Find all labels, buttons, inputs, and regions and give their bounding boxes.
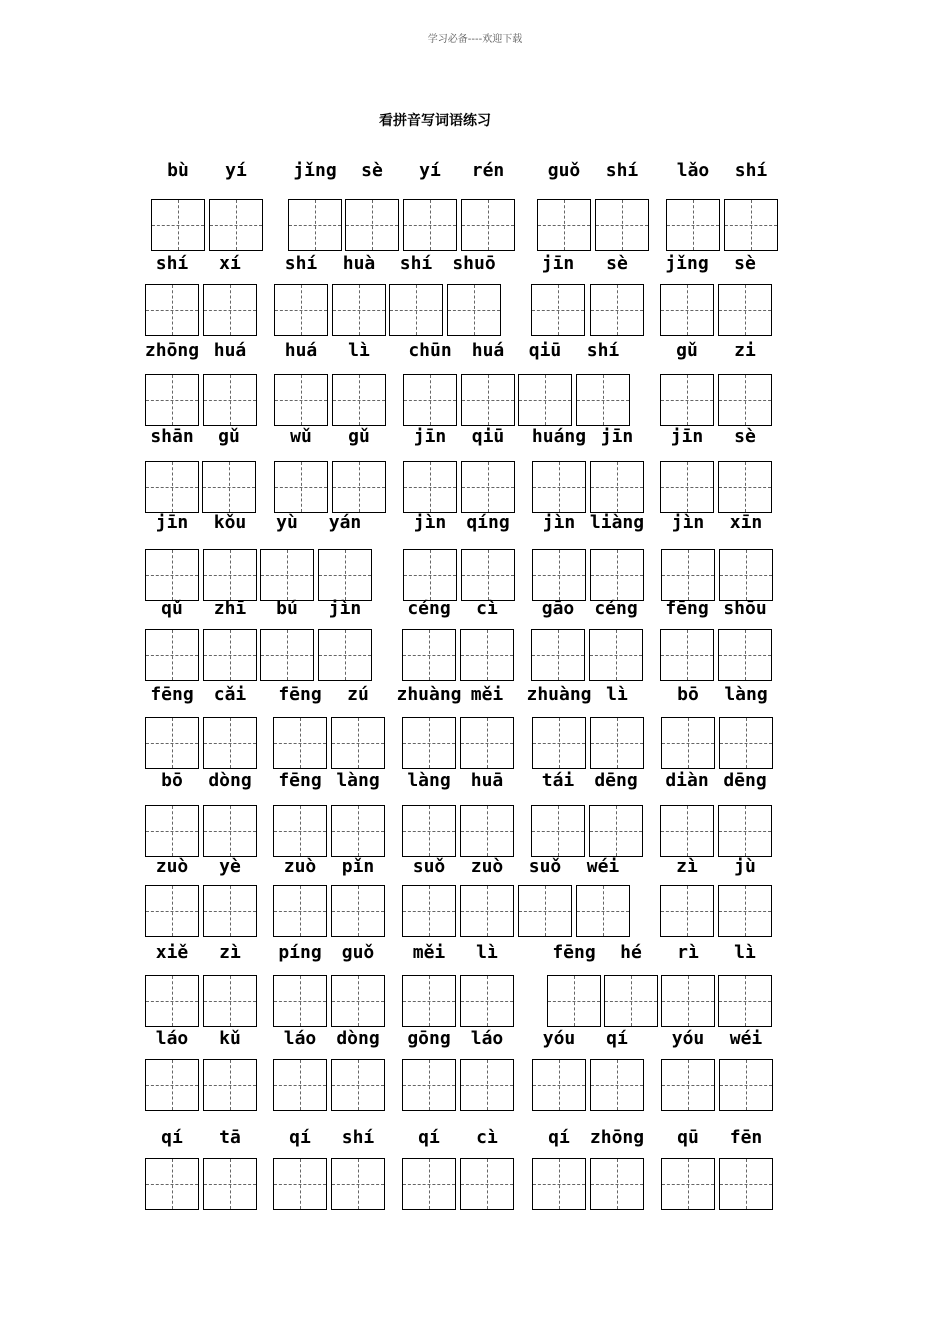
character-writing-box[interactable] [332, 284, 386, 336]
character-writing-box[interactable] [660, 805, 714, 857]
character-writing-box[interactable] [460, 629, 514, 681]
character-writing-box[interactable] [260, 629, 314, 681]
pinyin-syllable: sè [606, 253, 628, 274]
pinyin-syllable: jìn [328, 598, 362, 619]
pinyin-syllable: fēng [278, 684, 322, 705]
pinyin-syllable: diàn [665, 770, 709, 791]
character-writing-box[interactable] [460, 805, 514, 857]
character-writing-box[interactable] [403, 549, 457, 601]
character-writing-box[interactable] [203, 885, 257, 937]
pinyin-syllable: yán [328, 512, 362, 533]
character-writing-box[interactable] [331, 885, 385, 937]
character-writing-box[interactable] [576, 374, 630, 426]
character-writing-box[interactable] [402, 717, 456, 769]
pinyin-syllable: huá [213, 340, 247, 361]
pinyin-syllable: wéi [729, 1028, 763, 1049]
pinyin-syllable: dòng [336, 1028, 380, 1049]
character-writing-box[interactable] [531, 629, 585, 681]
pinyin-syllable: bù [167, 160, 189, 181]
character-writing-box[interactable] [145, 549, 199, 601]
pinyin-syllable: qí [548, 1127, 570, 1148]
character-writing-box[interactable] [274, 461, 328, 513]
character-writing-box[interactable] [660, 885, 714, 937]
pinyin-syllable: huá [284, 340, 318, 361]
pinyin-syllable: jìn [542, 512, 576, 533]
pinyin-syllable: yè [219, 856, 241, 877]
character-writing-box[interactable] [719, 717, 773, 769]
pinyin-syllable: huà [342, 253, 376, 274]
pinyin-syllable: bú [276, 598, 298, 619]
pinyin-syllable: làng [407, 770, 451, 791]
character-writing-box[interactable] [589, 805, 643, 857]
character-writing-box[interactable] [145, 1059, 199, 1111]
pinyin-syllable: làng [724, 684, 768, 705]
character-writing-box[interactable] [274, 284, 328, 336]
pinyin-syllable: fēng [665, 598, 709, 619]
character-writing-box[interactable] [273, 1059, 327, 1111]
character-writing-box[interactable] [331, 975, 385, 1027]
character-writing-box[interactable] [718, 885, 772, 937]
character-writing-box[interactable] [660, 461, 714, 513]
pinyin-syllable: huā [470, 770, 504, 791]
character-writing-box[interactable] [145, 805, 199, 857]
pinyin-syllable: zuò [283, 856, 317, 877]
pinyin-syllable: lì [606, 684, 628, 705]
pinyin-syllable: shān [150, 426, 194, 447]
pinyin-syllable: shí [605, 160, 639, 181]
character-writing-box[interactable] [660, 284, 714, 336]
character-writing-box[interactable] [151, 199, 205, 251]
character-writing-box[interactable] [447, 284, 501, 336]
pinyin-syllable: lǎo [676, 160, 710, 181]
pinyin-syllable: gōng [407, 1028, 451, 1049]
pinyin-syllable: jīn [541, 253, 575, 274]
pinyin-syllable: qiū [471, 426, 505, 447]
pinyin-syllable: zì [219, 942, 241, 963]
pinyin-syllable: yí [225, 160, 247, 181]
character-writing-box[interactable] [145, 461, 199, 513]
pinyin-syllable: měi [470, 684, 504, 705]
character-writing-box[interactable] [718, 374, 772, 426]
pinyin-syllable: láo [155, 1028, 189, 1049]
pinyin-syllable: měi [412, 942, 446, 963]
pinyin-syllable: shí [155, 253, 189, 274]
pinyin-syllable: jìn [671, 512, 705, 533]
pinyin-syllable: lì [348, 340, 370, 361]
character-writing-box[interactable] [532, 461, 586, 513]
pinyin-syllable: fēng [278, 770, 322, 791]
pinyin-syllable: huá [471, 340, 505, 361]
character-writing-box[interactable] [461, 461, 515, 513]
pinyin-syllable: bō [677, 684, 699, 705]
pinyin-syllable: qǔ [161, 598, 183, 619]
character-writing-box[interactable] [273, 885, 327, 937]
character-writing-box[interactable] [331, 1158, 385, 1210]
pinyin-syllable: zhōng [144, 340, 200, 361]
pinyin-syllable: céng [407, 598, 451, 619]
character-writing-box[interactable] [724, 199, 778, 251]
character-writing-box[interactable] [203, 975, 257, 1027]
pinyin-syllable: wéi [586, 856, 620, 877]
character-writing-box[interactable] [718, 461, 772, 513]
pinyin-syllable: sè [734, 426, 756, 447]
character-writing-box[interactable] [589, 629, 643, 681]
pinyin-syllable: gǔ [218, 426, 240, 447]
character-writing-box[interactable] [590, 1158, 644, 1210]
pinyin-syllable: xiě [155, 942, 189, 963]
character-writing-box[interactable] [145, 1158, 199, 1210]
character-writing-box[interactable] [145, 717, 199, 769]
pinyin-syllable: shuō [452, 253, 496, 274]
pinyin-syllable: suǒ [412, 856, 446, 877]
character-writing-box[interactable] [288, 199, 342, 251]
pinyin-syllable: rì [677, 942, 699, 963]
pinyin-syllable: láo [283, 1028, 317, 1049]
pinyin-syllable: liàng [589, 512, 645, 533]
character-writing-box[interactable] [345, 199, 399, 251]
pinyin-syllable: jǐng [665, 253, 709, 274]
character-writing-box[interactable] [331, 805, 385, 857]
pinyin-syllable: qíng [466, 512, 510, 533]
pinyin-syllable: dòng [208, 770, 252, 791]
pinyin-syllable: tái [541, 770, 575, 791]
character-writing-box[interactable] [661, 717, 715, 769]
character-writing-box[interactable] [547, 975, 601, 1027]
pinyin-syllable: qí [161, 1127, 183, 1148]
character-writing-box[interactable] [274, 374, 328, 426]
pinyin-syllable: fēng [150, 684, 194, 705]
character-writing-box[interactable] [402, 885, 456, 937]
character-writing-box[interactable] [202, 461, 256, 513]
character-writing-box[interactable] [661, 1158, 715, 1210]
character-writing-box[interactable] [460, 717, 514, 769]
character-writing-box[interactable] [719, 1059, 773, 1111]
character-writing-box[interactable] [145, 374, 199, 426]
pinyin-syllable: cì [476, 598, 498, 619]
pinyin-syllable: tā [219, 1127, 241, 1148]
character-writing-box[interactable] [389, 284, 443, 336]
pinyin-syllable: suǒ [528, 856, 562, 877]
pinyin-syllable: sè [361, 160, 383, 181]
character-writing-box[interactable] [518, 885, 572, 937]
page-title: 看拼音写词语练习 [379, 113, 491, 129]
character-writing-box[interactable] [203, 1059, 257, 1111]
pinyin-syllable: shí [734, 160, 768, 181]
character-writing-box[interactable] [402, 1158, 456, 1210]
pinyin-syllable: yóu [542, 1028, 576, 1049]
pinyin-syllable: zi [734, 340, 756, 361]
pinyin-syllable: gāo [541, 598, 575, 619]
pinyin-syllable: guǒ [547, 160, 581, 181]
character-writing-box[interactable] [145, 975, 199, 1027]
character-writing-box[interactable] [145, 885, 199, 937]
pinyin-syllable: pǐn [341, 856, 375, 877]
character-writing-box[interactable] [531, 805, 585, 857]
character-writing-box[interactable] [402, 629, 456, 681]
pinyin-syllable: céng [594, 598, 638, 619]
pinyin-syllable: xīn [729, 512, 763, 533]
character-writing-box[interactable] [718, 805, 772, 857]
pinyin-syllable: lì [734, 942, 756, 963]
pinyin-syllable: kǒu [213, 512, 247, 533]
character-writing-box[interactable] [595, 199, 649, 251]
character-writing-box[interactable] [203, 629, 257, 681]
pinyin-syllable: zì [676, 856, 698, 877]
pinyin-syllable: sè [734, 253, 756, 274]
character-writing-box[interactable] [590, 717, 644, 769]
character-writing-box[interactable] [273, 1158, 327, 1210]
pinyin-syllable: qí [418, 1127, 440, 1148]
character-writing-box[interactable] [660, 374, 714, 426]
character-writing-box[interactable] [331, 717, 385, 769]
character-writing-box[interactable] [402, 975, 456, 1027]
character-writing-box[interactable] [203, 374, 257, 426]
pinyin-syllable: kǔ [219, 1028, 241, 1049]
pinyin-syllable: shōu [723, 598, 767, 619]
pinyin-syllable: shí [399, 253, 433, 274]
character-writing-box[interactable] [203, 284, 257, 336]
pinyin-syllable: guǒ [341, 942, 375, 963]
pinyin-syllable: chūn [408, 340, 452, 361]
pinyin-syllable: zhuàng [526, 684, 592, 705]
character-writing-box[interactable] [718, 629, 772, 681]
pinyin-syllable: zhī [213, 598, 247, 619]
page-header: 学习必备----欢迎下载 [427, 34, 523, 45]
pinyin-syllable: jīn [155, 512, 189, 533]
character-writing-box[interactable] [403, 374, 457, 426]
character-writing-box[interactable] [532, 1059, 586, 1111]
pinyin-syllable: bō [161, 770, 183, 791]
pinyin-syllable: qí [289, 1127, 311, 1148]
pinyin-syllable: qū [677, 1127, 699, 1148]
pinyin-syllable: zuò [470, 856, 504, 877]
character-writing-box[interactable] [332, 374, 386, 426]
character-writing-box[interactable] [460, 975, 514, 1027]
pinyin-syllable: cì [476, 1127, 498, 1148]
pinyin-syllable: dēng [723, 770, 767, 791]
character-writing-box[interactable] [660, 629, 714, 681]
character-writing-box[interactable] [460, 1059, 514, 1111]
pinyin-syllable: zuò [155, 856, 189, 877]
character-writing-box[interactable] [203, 1158, 257, 1210]
character-writing-box[interactable] [666, 199, 720, 251]
character-writing-box[interactable] [518, 374, 572, 426]
pinyin-syllable: zhuàng [396, 684, 462, 705]
character-writing-box[interactable] [532, 1158, 586, 1210]
character-writing-box[interactable] [403, 199, 457, 251]
pinyin-syllable: gǔ [676, 340, 698, 361]
character-writing-box[interactable] [273, 805, 327, 857]
character-writing-box[interactable] [203, 805, 257, 857]
pinyin-syllable: shí [341, 1127, 375, 1148]
character-writing-box[interactable] [273, 975, 327, 1027]
character-writing-box[interactable] [332, 461, 386, 513]
character-writing-box[interactable] [402, 805, 456, 857]
character-writing-box[interactable] [532, 549, 586, 601]
character-writing-box[interactable] [661, 975, 715, 1027]
pinyin-syllable: jīn [413, 426, 447, 447]
character-writing-box[interactable] [460, 885, 514, 937]
pinyin-syllable: zhōng [589, 1127, 645, 1148]
character-writing-box[interactable] [461, 549, 515, 601]
character-writing-box[interactable] [145, 629, 199, 681]
character-writing-box[interactable] [718, 975, 772, 1027]
character-writing-box[interactable] [460, 1158, 514, 1210]
character-writing-box[interactable] [576, 885, 630, 937]
character-writing-box[interactable] [331, 1059, 385, 1111]
character-writing-box[interactable] [590, 284, 644, 336]
character-writing-box[interactable] [718, 284, 772, 336]
character-writing-box[interactable] [403, 461, 457, 513]
character-writing-box[interactable] [318, 629, 372, 681]
pinyin-syllable: jīn [600, 426, 634, 447]
pinyin-syllable: jù [734, 856, 756, 877]
pinyin-syllable: shí [284, 253, 318, 274]
character-writing-box[interactable] [532, 717, 586, 769]
pinyin-syllable: lì [476, 942, 498, 963]
character-writing-box[interactable] [661, 1059, 715, 1111]
character-writing-box[interactable] [203, 717, 257, 769]
pinyin-syllable: fēn [729, 1127, 763, 1148]
pinyin-syllable: dēng [594, 770, 638, 791]
character-writing-box[interactable] [260, 549, 314, 601]
character-writing-box[interactable] [402, 1059, 456, 1111]
pinyin-syllable: cǎi [213, 684, 247, 705]
character-writing-box[interactable] [461, 199, 515, 251]
character-writing-box[interactable] [203, 549, 257, 601]
pinyin-syllable: jīn [670, 426, 704, 447]
pinyin-syllable: wǔ [290, 426, 312, 447]
pinyin-syllable: zú [347, 684, 369, 705]
pinyin-syllable: láo [470, 1028, 504, 1049]
pinyin-syllable: yóu [671, 1028, 705, 1049]
character-writing-box[interactable] [719, 1158, 773, 1210]
pinyin-syllable: jǐng [293, 160, 337, 181]
pinyin-syllable: xí [219, 253, 241, 274]
pinyin-syllable: làng [336, 770, 380, 791]
character-writing-box[interactable] [661, 549, 715, 601]
pinyin-syllable: huáng [531, 426, 587, 447]
pinyin-syllable: gǔ [348, 426, 370, 447]
character-writing-box[interactable] [537, 199, 591, 251]
pinyin-syllable: yù [276, 512, 298, 533]
pinyin-syllable: qiū [528, 340, 562, 361]
character-writing-box[interactable] [590, 461, 644, 513]
pinyin-syllable: yí [419, 160, 441, 181]
character-writing-box[interactable] [318, 549, 372, 601]
pinyin-syllable: rén [471, 160, 505, 181]
character-writing-box[interactable] [145, 284, 199, 336]
pinyin-syllable: shí [586, 340, 620, 361]
pinyin-syllable: fēng [552, 942, 596, 963]
pinyin-syllable: píng [278, 942, 322, 963]
character-writing-box[interactable] [719, 549, 773, 601]
pinyin-syllable: jìn [413, 512, 447, 533]
character-writing-box[interactable] [461, 374, 515, 426]
character-writing-box[interactable] [590, 549, 644, 601]
character-writing-box[interactable] [209, 199, 263, 251]
character-writing-box[interactable] [531, 284, 585, 336]
character-writing-box[interactable] [590, 1059, 644, 1111]
pinyin-syllable: qí [606, 1028, 628, 1049]
character-writing-box[interactable] [604, 975, 658, 1027]
pinyin-syllable: hé [620, 942, 642, 963]
character-writing-box[interactable] [273, 717, 327, 769]
